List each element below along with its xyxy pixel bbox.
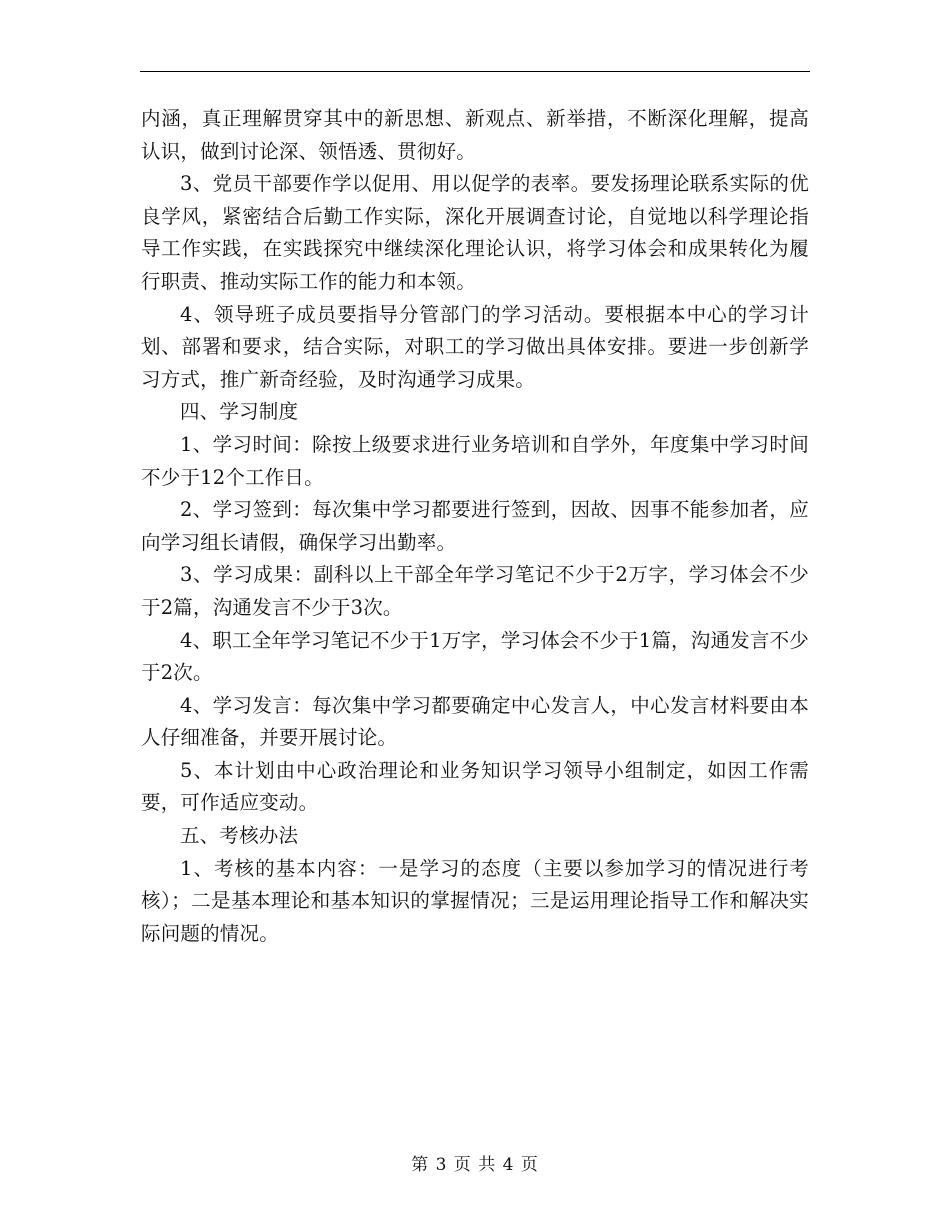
paragraph-plan-adjustment: 5、本计划由中心政治理论和业务知识学习领导小组制定，如因工作需要，可作适应变动。 xyxy=(141,758,809,815)
paragraph-staff-notes: 4、职工全年学习笔记不少于1万字，学习体会不少于1篇，沟通发言不少于2次。 xyxy=(141,628,809,685)
paragraph-continuation: 内涵，真正理解贯穿其中的新思想、新观点、新举措，不断深化理解，提高认识，做到讨论深、领悟透、贯彻好。 xyxy=(141,107,809,163)
document-body xyxy=(141,103,809,950)
header-rule xyxy=(140,71,810,72)
section-heading-study-system: 四、学习制度 xyxy=(180,400,299,424)
paragraph-item-3-party-cadres: 3、党员干部要作学以促用、用以促学的表率。要发扬理论联系实际的优良学风，紧密结合后勤工作实际，深化开展调查讨论，自觉地以科学理论指导工作实践，在实践探究中继续深化理论认识，将学习体会和成果转化为履行职责、推动实际工作的能力和本领。 xyxy=(141,172,809,293)
paragraph-study-time: 1、学习时间：除按上级要求进行业务培训和自学外，年度集中学习时间不少于12个工作日。 xyxy=(141,432,809,489)
paragraph-assessment-content: 1、考核的基本内容：一是学习的态度（主要以参加学习的情况进行考核）；二是基本理论和基本知识的掌握情况；三是运用理论指导工作和解决实际问题的情况。 xyxy=(141,856,809,945)
paragraph-study-speech: 4、学习发言：每次集中学习都要确定中心发言人，中心发言材料要由本人仔细准备，并要开展讨论。 xyxy=(141,693,809,750)
page-number-footer: 第 3 页 共 4 页 xyxy=(411,1155,539,1175)
section-heading-assessment: 五、考核办法 xyxy=(180,824,299,848)
paragraph-study-results: 3、学习成果：副科以上干部全年学习笔记不少于2万字，学习体会不少于2篇，沟通发言不少于3次。 xyxy=(141,563,809,619)
paragraph-study-signin: 2、学习签到：每次集中学习都要进行签到，因故、因事不能参加者，应向学习组长请假，确保学习出勤率。 xyxy=(141,498,809,554)
paragraph-item-4-leadership: 4、领导班子成员要指导分管部门的学习活动。要根据本中心的学习计划、部署和要求，结合实际，对职工的学习做出具体安排。要进一步创新学习方式，推广新奇经验，及时沟通学习成果。 xyxy=(141,302,809,391)
